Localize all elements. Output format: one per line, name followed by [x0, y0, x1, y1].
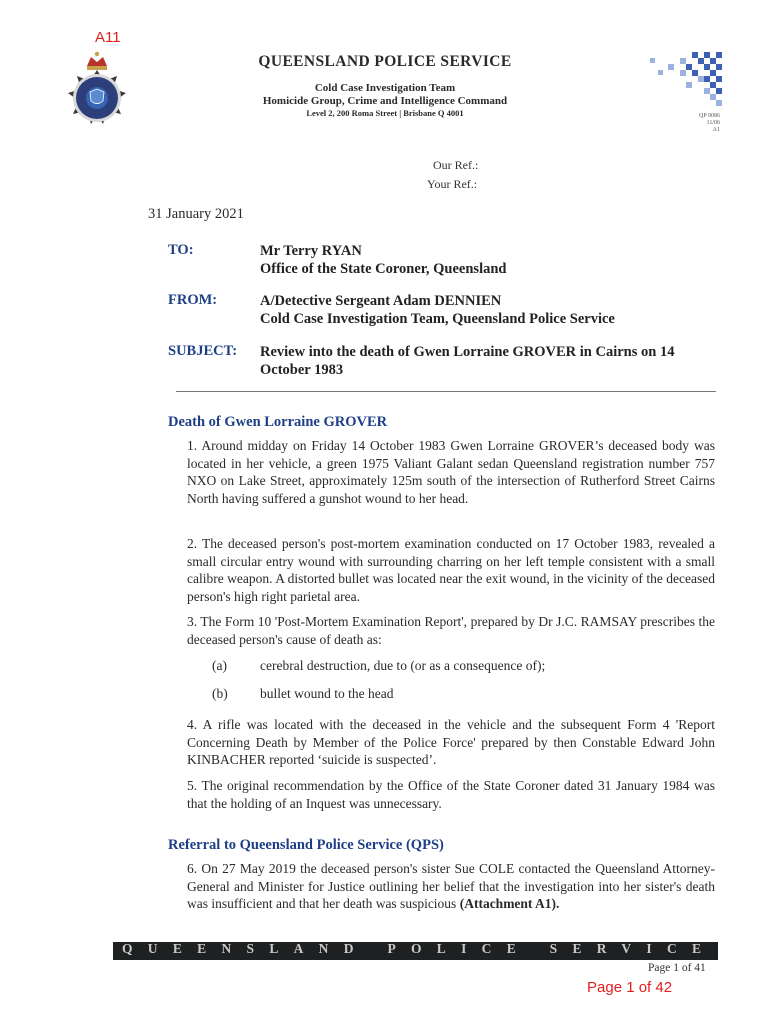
subject-line-1: Review into the death of Gwen Lorraine GROVER in Cairns on 14 [260, 344, 675, 360]
letter-date: 31 January 2021 [148, 206, 244, 222]
to-recipient: Mr Terry RYAN [260, 243, 362, 259]
paragraph-2: 2. The deceased person's post-mortem examination conducted on 17 October 1983, revealed a small circular entry wound with surrounding charring on her left temple consistent with a small calibre weapon. A distorted bullet was located near the exit wound, in the vicinity of the deceased person's high right parietal area. [187, 536, 715, 604]
to-label: TO: [168, 242, 194, 258]
subject-line-2: October 1983 [260, 362, 344, 378]
form-code: QP 0086 11/06 A1 [699, 113, 720, 133]
header-divider [176, 391, 716, 392]
section-heading-death: Death of Gwen Lorraine GROVER [168, 414, 388, 430]
chequered-logo [646, 50, 722, 114]
your-ref: Your Ref.: [427, 177, 478, 191]
our-ref: Our Ref.: [433, 158, 479, 172]
to-office: Office of the State Coroner, Queensland [260, 261, 507, 277]
agency-address: Level 2, 200 Roma Street | Brisbane Q 4001 [306, 108, 464, 118]
paragraph-1: 1. Around midday on Friday 14 October 1983 Gwen Lorraine GROVER’s deceased body was located in her vehicle, a green 1975 Valiant Galant sedan Queensland registration number 757 NXO on Lake Street, approximately 125m south of the intersection of Rutherford Street Cairns North having suffered a gunshot wound to her head. [187, 438, 715, 506]
attachment-reference: (Attachment A1). [459, 896, 560, 911]
cause-marker-a: (a) [212, 658, 227, 673]
cause-text-a: cerebral destruction, due to (or as a consequence of); [260, 658, 546, 673]
paragraph-4: 4. A rifle was located with the deceased in the vehicle and the subsequent Form 4 'Report Concerning Death by Member of the Police Force' prepared by then Constable Edward John KINBACHER reported ‘suicide is suspected’. [187, 717, 715, 767]
page-number: Page 1 of 41 [648, 962, 706, 974]
paragraph-6-text: 6. On 27 May 2019 the deceased person's sister Sue COLE contacted the Queensland Attorney-General and Minister for Justice outlining her belief that the investigation into her sister's death was insufficient and that her death was suspicious [187, 861, 715, 911]
cause-marker-b: (b) [212, 686, 228, 701]
subject-label: SUBJECT: [168, 343, 238, 359]
paragraph-5: 5. The original recommendation by the Office of the State Coroner dated 31 January 1984 was that the holding of an Inquest was unnecessary. [187, 778, 715, 811]
bundle-page-stamp: Page 1 of 42 [587, 979, 673, 996]
paragraph-6 [187, 860, 715, 913]
paragraph-3: 3. The Form 10 'Post-Mortem Examination Report', prepared by Dr J.C. RAMSAY prescribes the deceased person's cause of death as: [187, 614, 715, 647]
team-name: Cold Case Investigation Team [314, 82, 456, 94]
agency-title: QUEENSLAND POLICE SERVICE [258, 53, 512, 70]
group-name: Homicide Group, Crime and Intelligence Command [262, 95, 508, 107]
from-label: FROM: [168, 292, 218, 308]
cause-text-b: bullet wound to the head [260, 686, 394, 701]
from-unit: Cold Case Investigation Team, Queensland Police Service [260, 311, 615, 327]
document-tag: A11 [95, 29, 121, 46]
from-sender: A/Detective Sergeant Adam DENNIEN [260, 293, 502, 309]
section-heading-referral: Referral to Queensland Police Service (QPS) [168, 837, 444, 853]
footer-band-text: QUEENSLAND POLICE SERVICE [122, 941, 717, 956]
